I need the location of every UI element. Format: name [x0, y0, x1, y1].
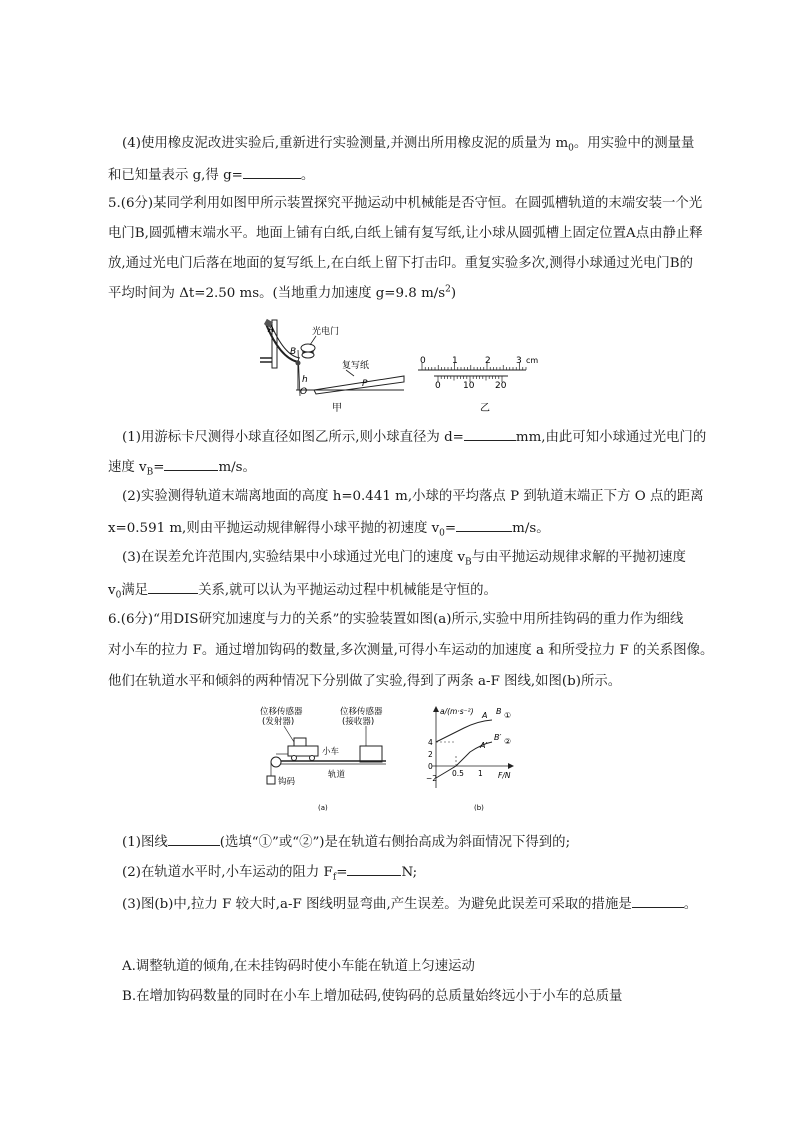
svg-text:(b): (b)	[474, 804, 484, 812]
svg-text:位移传感器: 位移传感器	[340, 707, 383, 717]
answer-blank-measure[interactable]	[632, 893, 684, 908]
svg-text:甲: 甲	[332, 403, 342, 414]
svg-text:(发射器): (发射器)	[262, 717, 295, 727]
svg-text:A′: A′	[480, 741, 488, 750]
q6-part2: (2)在轨道水平时,小车运动的阻力 $F_f= N$;	[122, 861, 417, 883]
q6-line3: 他们在轨道水平和倾斜的两种情况下分别做了实验,得到了两条 a-F 图线,如图(b)所示。	[108, 674, 622, 689]
q5-part1: (1)用游标卡尺测得小球直径如图乙所示,则小球直径为 d= mm,由此可知小球通过光电门的	[122, 426, 706, 448]
svg-text:F/N: F/N	[498, 771, 511, 780]
q6-option-a: A.调整轨道的倾角,在未挂钩码时使小车能在轨道上匀速运动	[122, 959, 475, 974]
q5-line2: 电门B,圆弧槽末端水平。地面上铺有白纸,白纸上铺有复写纸,让小球从圆弧槽上固定位置A点由静止释	[108, 226, 703, 241]
svg-text:−2: −2	[426, 774, 438, 783]
answer-blank-friction[interactable]	[347, 861, 401, 876]
svg-text:A: A	[268, 325, 275, 335]
svg-text:2: 2	[485, 356, 491, 366]
q5-header: 5.(6分)某同学利用如图甲所示装置探究平抛运动中机械能是否守恒。在圆弧槽轨道的末端安装一个光	[108, 196, 703, 211]
svg-text:位移传感器: 位移传感器	[260, 707, 303, 717]
svg-text:B: B	[496, 707, 502, 716]
q5-figure	[258, 318, 548, 416]
svg-text:小车: 小车	[322, 747, 340, 757]
q4-part4-line2: 和已知量表示 g,得 g= 。	[108, 164, 314, 186]
q5-part3-cont: $v_0$满足 关系,就可以认为平抛运动过程中机械能是守恒的。	[108, 579, 497, 601]
q5-part2-cont: x=0.591 m,则由平抛运动规律解得小球平抛的初速度 $v_0= m/s$。	[108, 517, 550, 539]
q6-part3: (3)图(b)中,拉力 F 较大时,a-F 图线明显弯曲,产生误差。为避免此误差可采取的措施是 。	[122, 893, 697, 915]
svg-text:O: O	[300, 387, 308, 397]
answer-blank-relation[interactable]	[148, 579, 198, 594]
q6-option-b: B.在增加钩码数量的同时在小车上增加砝码,使钩码的总质量始终远小于小车的总质量	[122, 989, 623, 1004]
svg-text:0: 0	[435, 381, 441, 391]
q6-part1: (1)图线 (选填“①”或“②”)是在轨道右侧抬高成为斜面情况下得到的;	[122, 831, 570, 853]
svg-text:1: 1	[478, 769, 483, 778]
dis-apparatus-diagram	[260, 706, 386, 812]
svg-text:10: 10	[463, 381, 475, 391]
answer-blank[interactable]	[243, 164, 301, 179]
svg-text:h: h	[302, 375, 308, 385]
svg-text:①: ①	[504, 711, 512, 720]
svg-text:1: 1	[452, 356, 458, 366]
q6-line2: 对小车的拉力 F。通过增加钩码的数量,多次测量,可得小车运动的加速度 a 和所受拉力 F 的关系图像。	[108, 643, 714, 658]
svg-text:2: 2	[428, 750, 433, 759]
svg-text:4: 4	[428, 738, 433, 747]
q4-part4-line1: (4)使用橡皮泥改进实验后,重新进行实验测量,并测出所用橡皮泥的质量为 $m_0$。用实验中的测量量	[122, 136, 695, 154]
svg-text:光电门: 光电门	[312, 327, 340, 337]
apparatus-diagram	[260, 319, 404, 414]
svg-text:P: P	[362, 379, 368, 389]
answer-blank-d[interactable]	[464, 426, 516, 441]
svg-text:B: B	[290, 347, 297, 357]
q5-line4: 平均时间为 Δt=2.50 ms。(当地重力加速度 g=9.8 $m/s^2$)	[108, 284, 457, 301]
svg-text:0.5: 0.5	[452, 769, 464, 778]
svg-text:0: 0	[428, 762, 433, 771]
svg-text:(接收器): (接收器)	[342, 717, 375, 727]
af-graph	[426, 706, 514, 812]
svg-text:cm: cm	[526, 356, 539, 365]
svg-text:乙: 乙	[480, 403, 490, 414]
svg-text:3: 3	[516, 356, 522, 366]
svg-text:(a): (a)	[318, 804, 328, 812]
svg-text:20: 20	[495, 381, 507, 391]
q5-part2: (2)实验测得轨道末端离地面的高度 h=0.441 m,小球的平均落点 P 到轨道末端正下方 O 点的距离	[122, 489, 704, 504]
q6-figure	[256, 704, 536, 816]
q5-line3: 放,通过光电门后落在地面的复写纸上,在白纸上留下打击印。重复实验多次,测得小球通过光电门B的	[108, 256, 694, 271]
svg-text:②: ②	[504, 737, 512, 746]
svg-text:轨道: 轨道	[328, 770, 346, 780]
q5-part3: (3)在误差允许范围内,实验结果中小球通过光电门的速度 $v_B$与由平抛运动规律求解的平抛初速度	[122, 550, 686, 568]
svg-text:0: 0	[420, 356, 426, 366]
svg-text:A: A	[482, 711, 488, 720]
vernier-caliper-scale	[418, 356, 538, 414]
svg-text:复写纸: 复写纸	[342, 361, 370, 371]
answer-blank-vb[interactable]	[164, 456, 218, 471]
svg-text:钩码: 钩码	[278, 777, 296, 787]
answer-blank-v0[interactable]	[456, 517, 512, 532]
svg-text:B′: B′	[494, 733, 502, 742]
svg-text:a/(m·s⁻²): a/(m·s⁻²)	[440, 707, 474, 716]
q6-header: 6.(6分)“用DIS研究加速度与力的关系”的实验装置如图(a)所示,实验中用所挂钩码的重力作为细线	[108, 612, 684, 627]
q5-part1-cont: 速度 $v_B= m/s$。	[108, 456, 256, 478]
answer-blank-curve[interactable]	[168, 831, 220, 846]
